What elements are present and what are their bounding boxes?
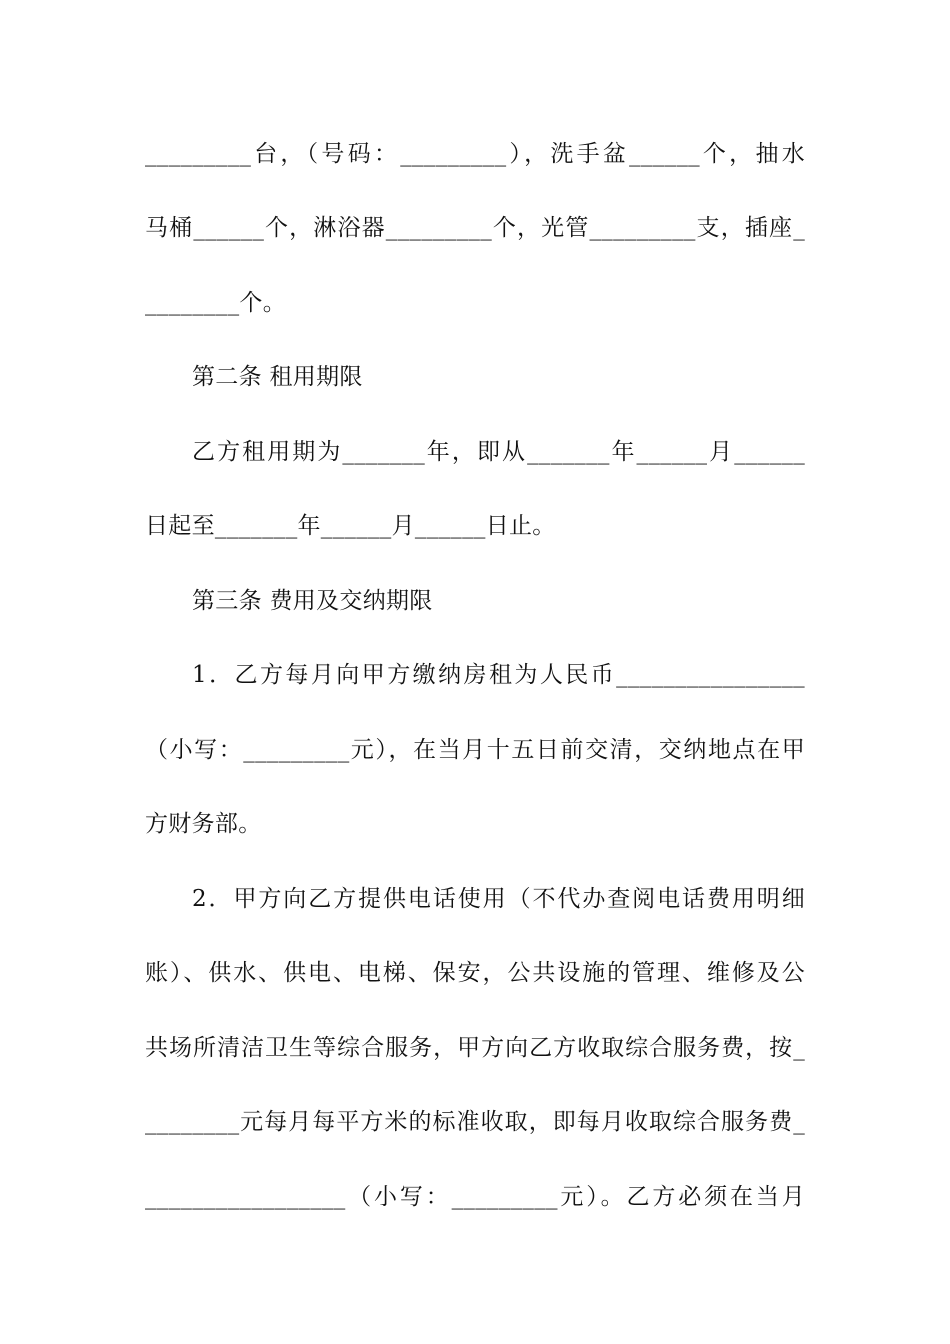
text-line: _________台，（号码：_________），洗手盆______个，抽水 bbox=[145, 141, 805, 167]
text-line: 账）、供水、供电、电梯、保安，公共设施的管理、维修及公 bbox=[145, 960, 805, 986]
section-heading: 第三条 费用及交纳期限 bbox=[192, 588, 433, 614]
text-line: 1．乙方每月向甲方缴纳房租为人民币________________ bbox=[192, 662, 805, 688]
text-line: 日起至_______年______月______日止。 bbox=[145, 513, 556, 539]
text-line: 方财务部。 bbox=[145, 811, 262, 837]
text-line: 2．甲方向乙方提供电话使用（不代办查阅电话费用明细 bbox=[192, 886, 805, 912]
text-line: ________个。 bbox=[145, 290, 286, 316]
text-line: 共场所清洁卫生等综合服务，甲方向乙方收取综合服务费，按_ bbox=[145, 1035, 805, 1061]
text-line: 马桶______个，淋浴器_________个，光管_________支，插座_ bbox=[145, 215, 805, 241]
text-line: 乙方租用期为_______年，即从_______年______月______ bbox=[192, 439, 805, 465]
text-line: ________元每月每平方米的标准收取，即每月收取综合服务费_ bbox=[145, 1109, 805, 1135]
text-line: （小写：_________元），在当月十五日前交清，交纳地点在甲 bbox=[145, 737, 805, 763]
section-heading: 第二条 租用期限 bbox=[192, 364, 363, 390]
text-line: _________________（小写：_________元）。乙方必须在当月 bbox=[145, 1184, 805, 1210]
